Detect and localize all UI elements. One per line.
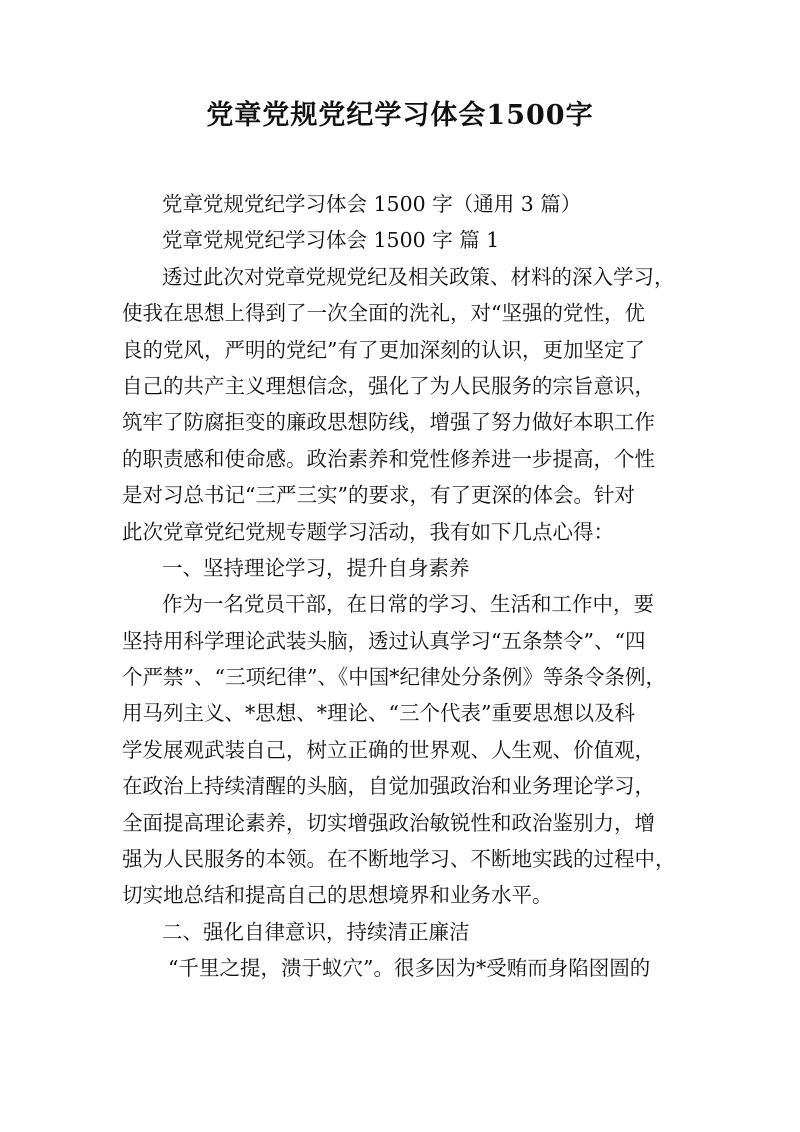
body-line: 的职责感和使命感。政治素养和党性修养进一步提高，个性 <box>122 446 655 471</box>
body-line: 透过此次对党章党规党纪及相关政策、材料的深入学习， <box>162 264 675 289</box>
body-line: 党章党规党纪学习体会 1500 字（通用 3 篇） <box>162 192 582 216</box>
body-line: 是对习总书记“三严三实”的要求，有了更深的体会。针对 <box>122 483 635 508</box>
body-line: “千里之提，溃于蚁穴”。很多因为*受贿而身陷囹圄的 <box>168 956 651 981</box>
body-line: 筑牢了防腐拒变的廉政思想防线，增强了努力做好本职工作 <box>122 410 655 435</box>
body-line: 全面提高理论素养，切实增强政治敏锐性和政治鉴别力，增 <box>122 810 655 835</box>
body-line: 个严禁”、“三项纪律”、《中国*纪律处分条例》等条令条例， <box>122 665 666 690</box>
body-line: 学发展观武装自己，树立正确的世界观、人生观、价值观， <box>122 737 655 762</box>
document-body <box>122 186 682 987</box>
body-line: 强为人民服务的本领。在不断地学习、不断地实践的过程中， <box>122 847 676 872</box>
body-line: 切实地总结和提高自己的思想境界和业务水平。 <box>122 883 553 908</box>
body-line: 党章党规党纪学习体会 1500 字 篇 1 <box>162 228 500 253</box>
body-line: 良的党风，严明的党纪”有了更加深刻的认识，更加坚定了 <box>122 337 645 362</box>
body-line: 作为一名党员干部，在日常的学习、生活和工作中，要 <box>162 592 654 617</box>
section-heading: 二、强化自律意识，持续清正廉洁 <box>162 919 470 944</box>
body-line: 在政治上持续清醒的头脑，自觉加强政治和业务理论学习， <box>122 774 655 799</box>
body-line: 使我在思想上得到了一次全面的洗礼，对“坚强的党性，优 <box>122 301 645 326</box>
body-line: 自己的共产主义理想信念，强化了为人民服务的宗旨意识， <box>122 373 655 398</box>
section-heading: 一、坚持理论学习，提升自身素养 <box>162 555 470 580</box>
body-line: 用马列主义、*思想、*理论、“三个代表”重要思想以及科 <box>122 701 635 726</box>
document-title: 党章党规党纪学习体会1500字 <box>206 100 594 131</box>
body-line: 坚持用科学理论武装头脑，透过认真学习“五条禁令”、“四 <box>122 628 646 653</box>
body-line: 此次党章党纪党规专题学习活动，我有如下几点心得： <box>122 519 614 544</box>
